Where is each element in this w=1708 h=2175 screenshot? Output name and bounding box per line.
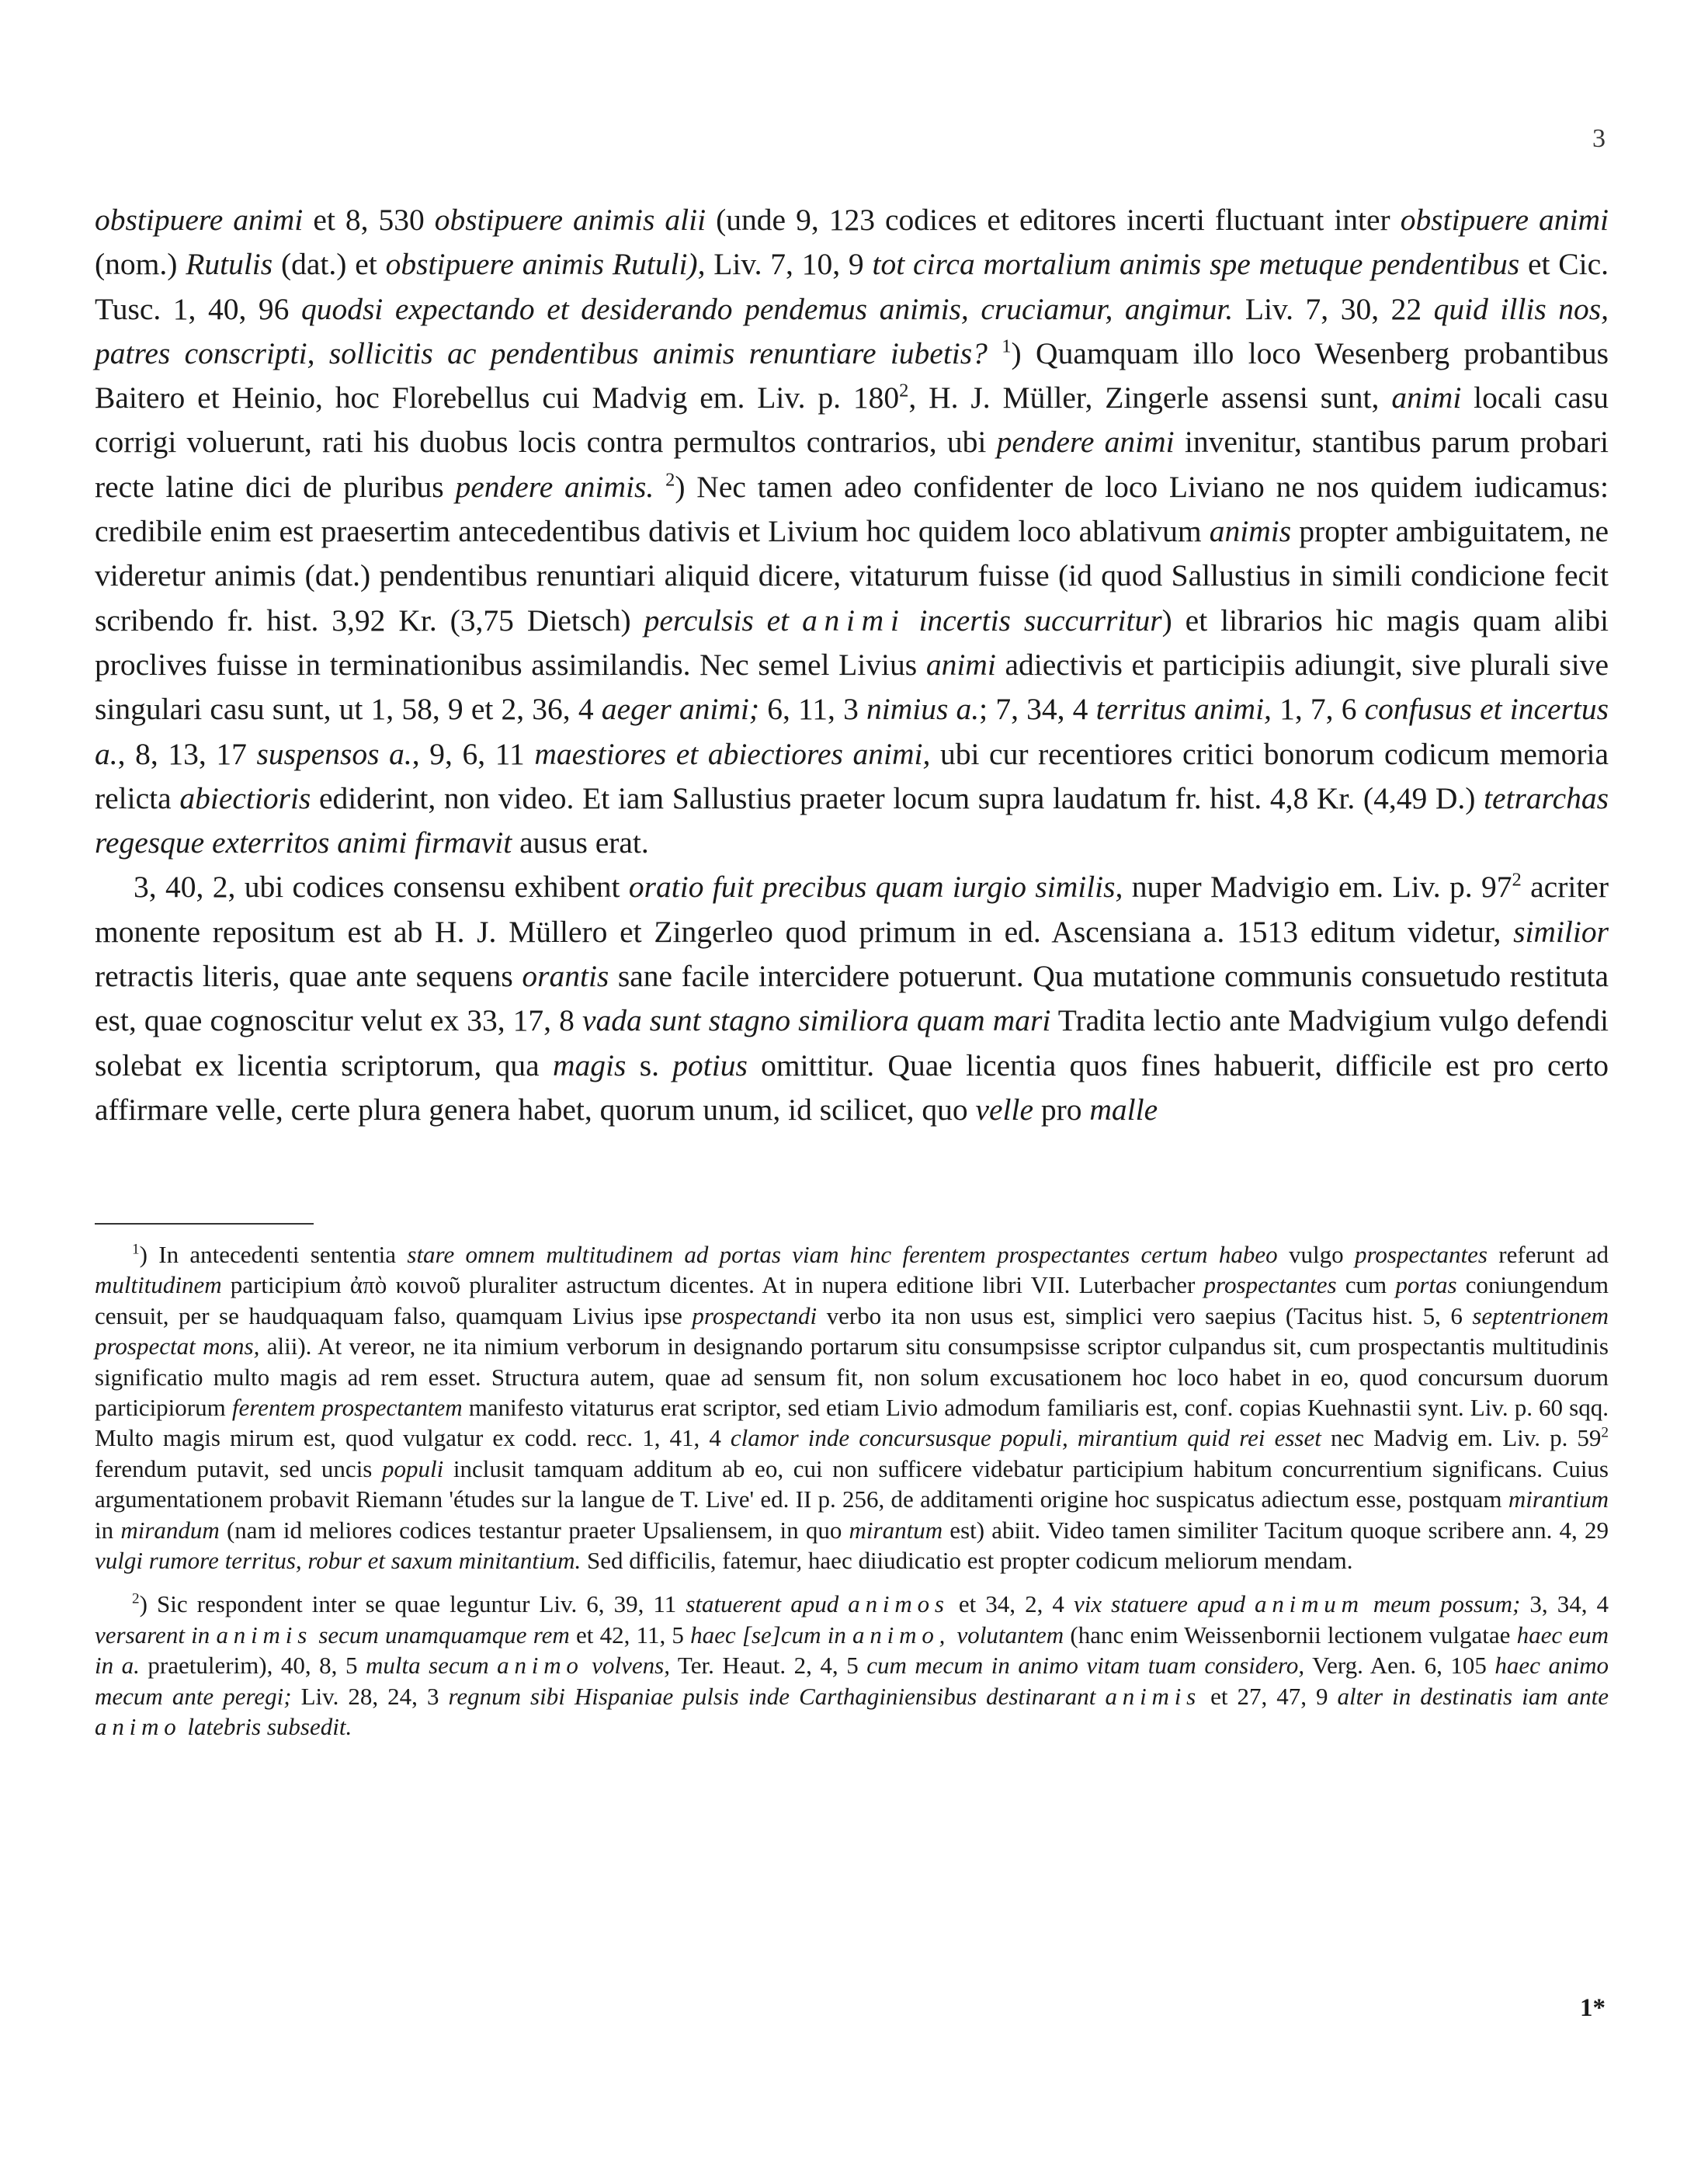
italic-run: volutantem bbox=[956, 1621, 1064, 1649]
text-run: (dat.) et bbox=[273, 247, 386, 282]
italic-run: alter in destinatis iam ante bbox=[1337, 1682, 1609, 1710]
italic-run: territus animi, bbox=[1095, 692, 1272, 727]
text-run: ; 7, 34, 4 bbox=[979, 692, 1096, 727]
paragraph-2 bbox=[95, 865, 1609, 1132]
text-run: ediderint, non video. Et iam Sallustius praeter locum supra laudatum fr. hist. 4,8 Kr. (4,49 D.) bbox=[311, 780, 1484, 815]
text-run: ) Sic respondent inter se quae leguntur Liv. 6, 39, 11 bbox=[139, 1590, 686, 1618]
text-run: invenitur, stantibus parum probari recte latine dici de pluribus bbox=[95, 425, 1609, 504]
text-run: et 8, 530 bbox=[303, 203, 435, 237]
text-run: cum bbox=[1336, 1271, 1396, 1299]
text-run: (nom.) bbox=[95, 247, 186, 282]
footnote-ref: 1 bbox=[132, 1241, 140, 1258]
text-run: , 9, 6, 11 bbox=[411, 736, 535, 771]
italic-run: abiectioris bbox=[179, 780, 311, 815]
italic-run: portas bbox=[1395, 1271, 1457, 1299]
italic-run: haec eum in a. bbox=[95, 1621, 1609, 1680]
text-run: nec Madvig em. Liv. p. 59 bbox=[1321, 1424, 1602, 1452]
italic-run: animis bbox=[1209, 514, 1292, 549]
italic-run: vulgi rumore territus, robur et saxum minitantium. bbox=[95, 1547, 581, 1575]
italic-run: volvens, bbox=[583, 1652, 670, 1680]
italic-run: confusus et incertus a. bbox=[95, 692, 1609, 771]
text-run bbox=[988, 336, 1002, 370]
text-run: (unde 9, 123 codices et editores incerti fluctuant inter bbox=[706, 203, 1401, 237]
italic-run: suspensos a. bbox=[256, 736, 412, 771]
text-run: propter ambiguitatem, ne videretur animis (dat.) pendentibus renuntiari aliquid dicere, vitaturum fuisse (id quod Sallustius in simili condicione fecit scribendo fr. hist. 3,92 Kr. (3,75 Dietsch) bbox=[95, 514, 1609, 638]
text-run: ubi cur recentiores critici bonorum codicum memoria relicta bbox=[95, 736, 1609, 815]
italic-run: mirantium bbox=[1508, 1485, 1609, 1513]
text-run: praetulerim), 40, 8, 5 bbox=[139, 1652, 366, 1680]
text-run: ausus erat. bbox=[512, 825, 649, 860]
italic-run: animi bbox=[802, 603, 906, 638]
italic-run: septentrionem prospectat mons, bbox=[95, 1301, 1609, 1360]
italic-run: prospectantes bbox=[1354, 1241, 1488, 1268]
italic-run: clamor inde concursusque populi, mirantium quid rei esset bbox=[730, 1424, 1321, 1452]
main-text-body bbox=[95, 198, 1609, 1132]
italic-run: statuerent apud bbox=[686, 1590, 849, 1618]
italic-run: animi bbox=[1391, 380, 1462, 415]
text-run: 3, 34, 4 bbox=[1520, 1590, 1609, 1618]
text-run: participium ἀπὸ κοινοῦ pluraliter astructum dicentes. At in nupera editione libri VII. Luterbacher bbox=[221, 1271, 1204, 1299]
italic-run: multa secum bbox=[365, 1652, 498, 1680]
text-run: ) Nec tamen adeo confidenter de loco Liviano ne nos quidem iudicamus: credibile enim est praesertim antecedentibus dativis et Livium hoc quidem loco ablativum bbox=[95, 469, 1609, 549]
text-run: , 8, 13, 17 bbox=[117, 736, 257, 771]
italic-run: animo, bbox=[852, 1621, 951, 1649]
italic-run: prospectantes bbox=[1203, 1271, 1337, 1299]
footnote-ref: 1 bbox=[1002, 335, 1012, 357]
italic-run: animis bbox=[1105, 1682, 1202, 1710]
italic-run: obstipuere animi bbox=[95, 203, 304, 237]
text-run: ) Quamquam illo loco Wesenberg probantibus Baitero et Heinio, hoc Florebellus cui Madvig em. Liv. p. 180 bbox=[95, 335, 1609, 415]
text-run: alii). At vereor, ne ita nimium verborum in designando portarum situ consumpsisse scriptor culpandus sit, cum prospectantis multitudinis significatio multo magis ad rem esset. Structura autem, quae ad sensum fit, non solum excusationem hoc loco habet in eo, quod concursum duorum participiorum bbox=[95, 1332, 1609, 1422]
italic-run: animo bbox=[95, 1713, 182, 1741]
italic-run: obstipuere animis Rutuli), bbox=[385, 247, 706, 282]
page-number: 3 bbox=[1592, 124, 1606, 153]
italic-run: haec [se]cum in bbox=[690, 1621, 853, 1649]
footnote-ref: 2 bbox=[1512, 869, 1522, 891]
italic-run: similior bbox=[1513, 914, 1609, 949]
italic-run: nimius a. bbox=[866, 692, 980, 727]
text-run: ) et librarios hic magis quam alibi proclives fuisse in terminationibus assimilandis. Nec semel Livius bbox=[95, 603, 1609, 682]
footnote-ref: 2 bbox=[665, 469, 675, 491]
text-run: inclusit tamquam additum ab eo, cui non sufficere videbatur participium habitum concurrentium significans. Cuius argumentationem probavit Riemann 'études sur la langue de T. Live' ed. II p. 256, de additamenti origine hoc suspicatus adiectum esse, postquam bbox=[95, 1454, 1609, 1513]
footnote-ref: 2 bbox=[899, 380, 909, 401]
text-run: est) abiit. Video tamen similiter Tacitum quoque scribere ann. 4, 29 bbox=[943, 1516, 1609, 1544]
text-run: Tradita lectio ante Madvigium vulgo defendi solebat ex licentia scriptorum, qua bbox=[95, 1003, 1609, 1082]
italic-run: incertis succurritur bbox=[905, 603, 1162, 638]
footnote-2 bbox=[95, 1589, 1609, 1742]
italic-run: maestiores et abiectiores animi, bbox=[534, 736, 931, 771]
italic-run: velle bbox=[975, 1092, 1033, 1127]
italic-run: tot circa mortalium animis spe metuque pendentibus bbox=[872, 247, 1520, 282]
footnote-separator bbox=[95, 1223, 314, 1225]
italic-run: animos bbox=[848, 1590, 949, 1618]
italic-run: oratio fuit precibus quam iurgio similis, bbox=[628, 870, 1123, 905]
text-run: Ter. Heaut. 2, 4, 5 bbox=[669, 1652, 867, 1680]
italic-run: pendere animi bbox=[996, 425, 1175, 460]
text-run: et 27, 47, 9 bbox=[1201, 1682, 1338, 1710]
text-run: 3, 40, 2, ubi codices consensu exhibent bbox=[134, 870, 629, 905]
text-run: omittitur. Quae licentia quos fines habuerit, difficile est pro certo affirmare velle, certe plura genera habet, quorum unum, id scilicet, quo bbox=[95, 1048, 1609, 1127]
italic-run: pendere animis. bbox=[455, 469, 654, 504]
footnote-1 bbox=[95, 1239, 1609, 1576]
italic-run: multitudinem bbox=[95, 1271, 222, 1299]
text-run: vulgo bbox=[1277, 1241, 1355, 1268]
text-run: pro bbox=[1033, 1092, 1090, 1127]
text-run: locali casu corrigi voluerunt, rati his duobus locis contra permultos contrarios, ubi bbox=[95, 380, 1609, 460]
italic-run: Rutulis bbox=[186, 247, 273, 282]
italic-run: populi bbox=[382, 1454, 444, 1482]
italic-run: ferentem prospectantem bbox=[231, 1394, 463, 1422]
italic-run: cum mecum in animo vitam tuam considero, bbox=[866, 1652, 1305, 1680]
text-run: Verg. Aen. 6, 105 bbox=[1304, 1652, 1495, 1680]
text-run: Liv. 28, 24, 3 bbox=[291, 1682, 449, 1710]
text-run: et Cic. Tusc. 1, 40, 96 bbox=[95, 247, 1609, 326]
text-run: Liv. 7, 10, 9 bbox=[705, 247, 873, 282]
text-run: 1, 7, 6 bbox=[1271, 692, 1365, 727]
italic-run: secum unamquamque rem bbox=[312, 1621, 570, 1649]
italic-run: animum bbox=[1255, 1590, 1364, 1618]
text-run: ferendum putavit, sed uncis bbox=[95, 1454, 383, 1482]
italic-run: animis bbox=[216, 1621, 313, 1649]
text-run: Liv. 7, 30, 22 bbox=[1233, 291, 1434, 326]
italic-run: obstipuere animi bbox=[1400, 203, 1609, 237]
text-run: ) In antecedenti sententia bbox=[139, 1241, 408, 1268]
text-run: manifesto vitaturus erat scriptor, sed etiam Livio admodum familiaris est, conf. copias Kuehnastii synt. Liv. p. 60 sqq. Multo magis mirum est, quod vulgatur ex codd. recc. 1, 41, 4 bbox=[95, 1394, 1609, 1452]
text-run bbox=[654, 470, 665, 504]
italic-run: haec animo mecum ante peregi; bbox=[95, 1652, 1609, 1710]
italic-run: potius bbox=[672, 1048, 748, 1082]
italic-run: perculsis et bbox=[644, 603, 803, 638]
italic-run: aeger animi; bbox=[601, 692, 760, 727]
text-run: retractis literis, quae ante sequens bbox=[95, 959, 522, 994]
italic-run: latebris subsedit. bbox=[181, 1713, 352, 1741]
text-run: (hanc enim Weissenbornii lectionem vulgatae bbox=[1064, 1621, 1517, 1649]
italic-run: obstipuere animis alii bbox=[434, 203, 706, 237]
text-run: et 42, 11, 5 bbox=[569, 1621, 691, 1649]
text-run: s. bbox=[626, 1048, 673, 1082]
italic-run: quid illis nos, patres conscripti, sollicitis ac pendentibus animis renuntiare iubetis? bbox=[95, 291, 1609, 370]
signature-mark: 1* bbox=[1580, 1994, 1606, 2022]
text-run: referunt ad bbox=[1487, 1241, 1609, 1268]
italic-run: quodsi expectando et desiderando pendemus animis, cruciamur, angimur. bbox=[300, 291, 1234, 326]
italic-run: animi bbox=[925, 647, 996, 682]
text-run: acriter monente repositum est ab H. J. Müllero et Zingerleo quod primum in ed. Ascensiana a. 1513 editum videtur, bbox=[95, 870, 1609, 949]
italic-run: animo bbox=[497, 1652, 584, 1680]
text-run: 6, 11, 3 bbox=[759, 692, 867, 727]
footnotes bbox=[95, 1239, 1609, 1742]
italic-run: malle bbox=[1089, 1092, 1158, 1127]
paragraph-1 bbox=[95, 198, 1609, 865]
text-run: verbo ita non usus est, simplici vero saepius (Tacitus hist. 5, 6 bbox=[817, 1301, 1473, 1329]
italic-run: magis bbox=[553, 1048, 627, 1082]
italic-run: stare omnem multitudinem ad portas viam hinc ferentem prospectantes certum habeo bbox=[407, 1241, 1278, 1268]
text-run: , H. J. Müller, Zingerle assensi sunt, bbox=[908, 380, 1392, 415]
footnote-ref: 2 bbox=[132, 1590, 140, 1607]
italic-run: tetrarchas regesque exterritos animi firmavit bbox=[95, 780, 1609, 860]
text-run: in bbox=[95, 1516, 121, 1544]
text-run: Sed difficilis, fatemur, haec diiudicatio est propter codicum meliorum mendam. bbox=[581, 1547, 1353, 1575]
italic-run: versarent in bbox=[95, 1621, 217, 1649]
italic-run: orantis bbox=[522, 959, 609, 994]
text-run: sane facile intercidere potuerunt. Qua mutatione communis consuetudo restituta est, quae cognoscitur velut ex 33, 17, 8 bbox=[95, 959, 1609, 1038]
italic-run: vix statuere apud bbox=[1073, 1590, 1255, 1618]
italic-run: meum possum; bbox=[1363, 1590, 1521, 1618]
italic-run: mirantum bbox=[849, 1516, 943, 1544]
text-run: (nam id meliores codices testantur praeter Upsaliensem, in quo bbox=[219, 1516, 849, 1544]
italic-run: regnum sibi Hispaniae pulsis inde Carthaginiensibus destinarant bbox=[448, 1682, 1106, 1710]
italic-run: vada sunt stagno similiora quam mari bbox=[581, 1003, 1051, 1038]
text-run: nuper Madvigio em. Liv. p. 97 bbox=[1123, 870, 1512, 905]
text-run: adiectivis et participiis adiungit, sive plurali sive singulari casu sunt, ut 1, 58, 9 et 2, 36, 4 bbox=[95, 647, 1609, 727]
text-run: et 34, 2, 4 bbox=[949, 1590, 1074, 1618]
italic-run: mirandum bbox=[120, 1516, 220, 1544]
italic-run: prospectandi bbox=[692, 1301, 818, 1329]
text-run: coniungendum censuit, per se haudquaquam falso, quamquam Livius ipse bbox=[95, 1271, 1609, 1329]
footnote-ref: 2 bbox=[1601, 1424, 1609, 1441]
